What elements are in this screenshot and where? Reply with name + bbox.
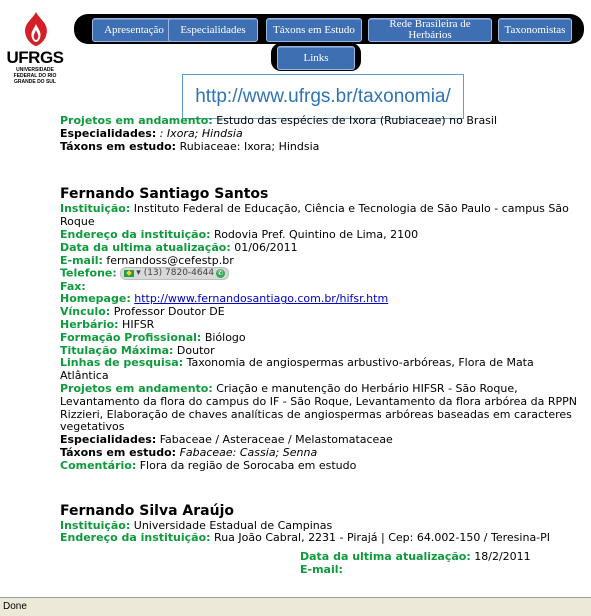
- nav-apresentacao[interactable]: Apresentação: [92, 18, 176, 42]
- field-telefone: Telefone: ▾ (13) 7820-4644 ✆: [60, 267, 580, 280]
- entry-fernando-santiago-santos: [60, 185, 580, 472]
- browser-status-bar: [0, 597, 591, 616]
- field-especialidades: Especialidades: : Ixora; Hindsia: [60, 126, 243, 140]
- field-taxons: Táxons em estudo: Fabaceae: Cassia; Senna: [60, 446, 318, 460]
- field-formacao: Formação Profissional: Biólogo: [60, 330, 246, 344]
- taxonomist-name: Fernando Santiago Santos: [60, 186, 269, 203]
- skype-phone-button[interactable]: ▾ (13) 7820-4644 ✆: [120, 267, 229, 280]
- status-text: Done: [3, 601, 27, 612]
- logo-brand: UFRGS: [6, 48, 64, 67]
- field-vinculo: Vínculo: Professor Doutor DE: [60, 305, 225, 319]
- nav-taxons-em-estudo[interactable]: Táxons em Estudo: [266, 18, 362, 42]
- field-data-atualizacao: Data da ultima atualização: 01/06/2011: [60, 240, 298, 254]
- main-nav: [74, 14, 584, 44]
- field-titulacao: Titulação Máxima: Doutor: [60, 343, 215, 357]
- field-instituicao: Instituição: Universidade Estadual de Campinas: [60, 518, 333, 532]
- nav-links[interactable]: Links: [277, 46, 355, 70]
- field-projetos: Projetos em andamento: Criação e manutenção do Herbário HIFSR - São Roque, Levantamento da flora do campus do IF - São Roque, Levantamento da flora arbórea da RPPN Rizzieri, Elaboração de chaves analíticas de angiospermas arbóreas baseadas em caracteres vegetativos: [60, 382, 578, 434]
- dropdown-arrow-icon: ▾: [136, 268, 141, 279]
- nav-taxonomistas[interactable]: Taxonomistas: [498, 18, 572, 42]
- phone-icon: ✆: [217, 269, 224, 278]
- brazil-flag-icon: [124, 270, 134, 277]
- field-taxons: Táxons em estudo: Rubiaceae: Ixora; Hindsia: [60, 139, 320, 153]
- field-linhas-pesquisa: Linhas de pesquisa: Taxonomia de angiospermas arbustivo-arbóreas, Flora de Mata Atlântica: [60, 356, 534, 383]
- taxonomist-name: Fernando Silva Araújo: [60, 502, 234, 519]
- flame-icon: [16, 10, 56, 50]
- homepage-link[interactable]: http://www.fernandosantiago.com.br/hifsr.htm: [134, 292, 389, 306]
- field-fax: Fax:: [60, 279, 86, 293]
- ufrgs-logo: [4, 10, 66, 85]
- taxonomist-list: [60, 114, 580, 591]
- field-instituicao: Instituição: Instituto Federal de Educação, Ciência e Tecnologia de São Paulo - campus São Roque: [60, 202, 569, 229]
- field-especialidades: Especialidades: Fabaceae / Asteraceae / Melastomataceae: [60, 433, 393, 447]
- logo-subtitle: UNIVERSIDADE FEDERAL DO RIO GRANDE DO SUL: [13, 67, 57, 85]
- field-endereco: Endereço da instituição: Rua João Cabral, 2231 - Pirajá | Cep: 64.002-150 / Teresina-PI: [60, 531, 551, 545]
- field-endereco: Endereço da instituição: Rodovia Pref. Quintino de Lima, 2100: [60, 227, 419, 241]
- field-email: E-mail:: [300, 563, 343, 577]
- links-nav: [271, 43, 361, 71]
- field-projetos: Projetos em andamento: Estudo das espécies de Ixora (Rubiaceae) no Brasil: [60, 114, 498, 127]
- url-banner: http://www.ufrgs.br/taxonomia/: [182, 74, 464, 119]
- field-homepage: Homepage: http://www.fernandosantiago.com.br/hifsr.htm: [60, 292, 389, 306]
- field-data-atualizacao: Data da ultima atualização: 18/2/2011: [300, 550, 531, 564]
- field-email: E-mail: fernandoss@cefestp.br: [60, 253, 234, 267]
- field-herbario: Herbário: HIFSR: [60, 318, 155, 332]
- entry-fernando-silva-araujo: [60, 502, 580, 577]
- entry-partial: [60, 115, 580, 153]
- nav-especialidades[interactable]: Especialidades: [168, 18, 258, 42]
- nav-rede-brasileira-herbarios[interactable]: Rede Brasileira de Herbários: [368, 18, 492, 42]
- field-comentario: Comentário: Flora da região de Sorocaba em estudo: [60, 458, 357, 472]
